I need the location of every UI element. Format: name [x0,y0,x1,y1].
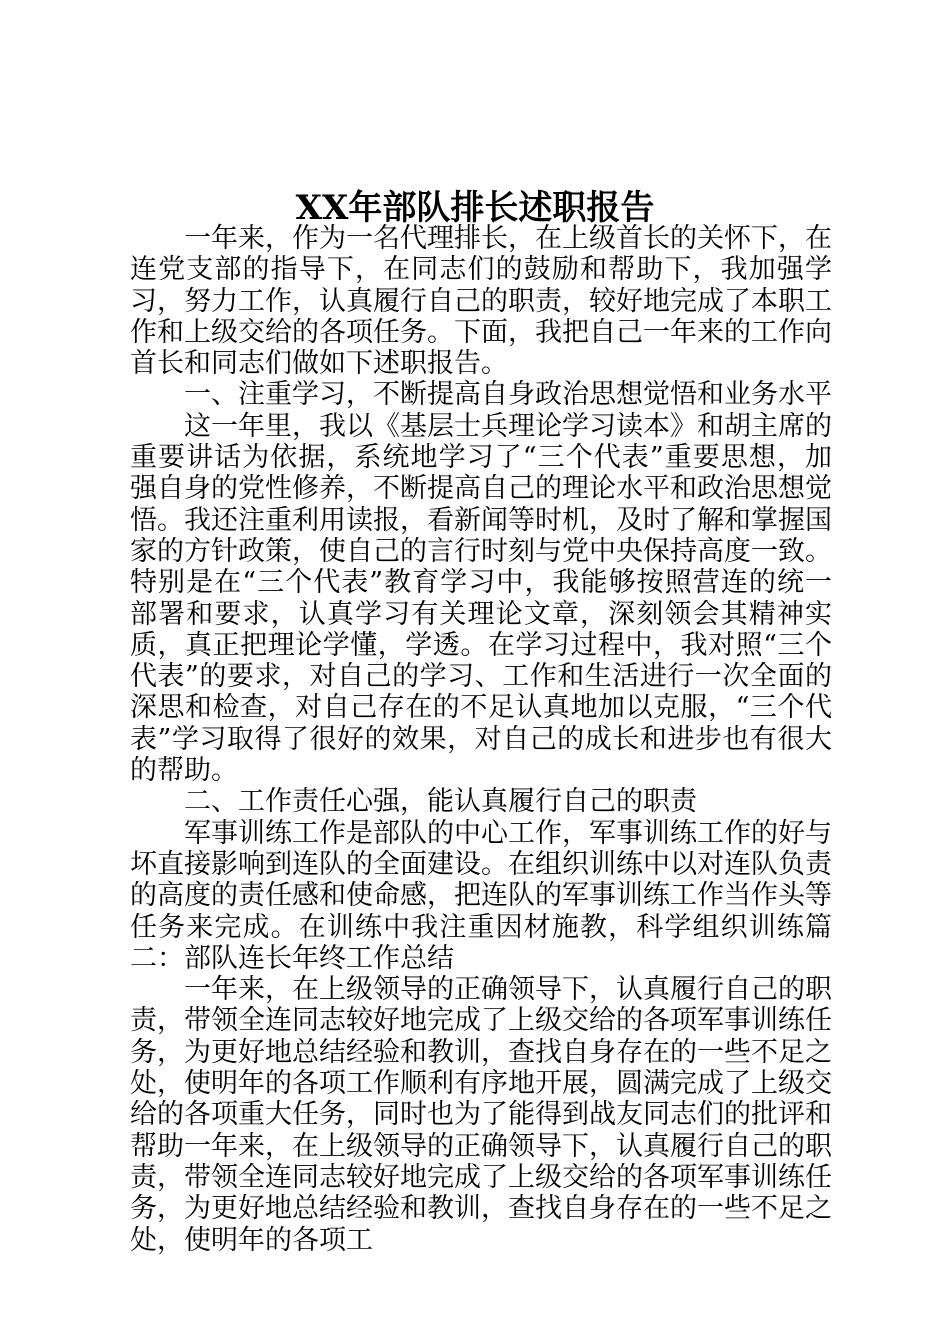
page-title: XX年部队排长述职报告 [295,188,655,228]
paragraph-summary: 一年来，在上级领导的正确领导下，认真履行自己的职责，带领全连同志较好地完成了上级交给的各项军事训练任务，为更好地总结经验和教训，查找自身存在的一些不足之处，使明年的各项工作顺利有序地开展，圆满完成了上级交给的各项重大任务，同时也为了能得到战友同志们的批评和帮助一年来，在上级领导的正确领导下，认真履行自己的职责，带领全连同志较好地完成了上级交给的各项军事训练任务，为更好地总结经验和教训，查找自身存在的一些不足之处，使明年的各项工 [130,974,832,1256]
paragraph-study: 这一年里，我以《基层士兵理论学习读本》和胡主席的重要讲话为依据，系统地学习了“三个代表”重要思想，加强自身的党性修养，不断提高自己的理论水平和政治思想觉悟。我还注重利用读报，看新闻等时机，及时了解和掌握国家的方针政策，使自己的言行时刻与党中央保持高度一致。特别是在“三个代表”教育学习中，我能够按照营连的统一部署和要求，认真学习有关理论文章，深刻领会其精神实质，真正把理论学懂，学透。在学习过程中，我对照“三个代表”的要求，对自己的学习、工作和生活进行一次全面的深思和检查，对自己存在的不足认真地加以克服，“三个代表”学习取得了很好的效果，对自己的成长和进步也有很大的帮助。 [130,410,832,787]
paragraph-training: 军事训练工作是部队的中心工作，军事训练工作的好与坏直接影响到连队的全面建设。在组织训练中以对连队负责的高度的责任感和使命感，把连队的军事训练工作当作头等任务来完成。在训练中我注重因材施教，科学组织训练篇二：部队连长年终工作总结 [130,817,832,974]
section-heading-duty: 二、工作责任心强，能认真履行自己的职责 [184,786,697,818]
section-heading-study: 一、注重学习，不断提高自身政治思想觉悟和业务水平 [184,379,832,411]
document-body [130,223,832,1256]
paragraph-intro: 一年来，作为一名代理排长，在上级首长的关怀下，在连党支部的指导下，在同志们的鼓励和帮助下，我加强学习，努力工作，认真履行自己的职责，较好地完成了本职工作和上级交给的各项任务。下面，我把自己一年来的工作向首长和同志们做如下述职报告。 [130,223,832,380]
